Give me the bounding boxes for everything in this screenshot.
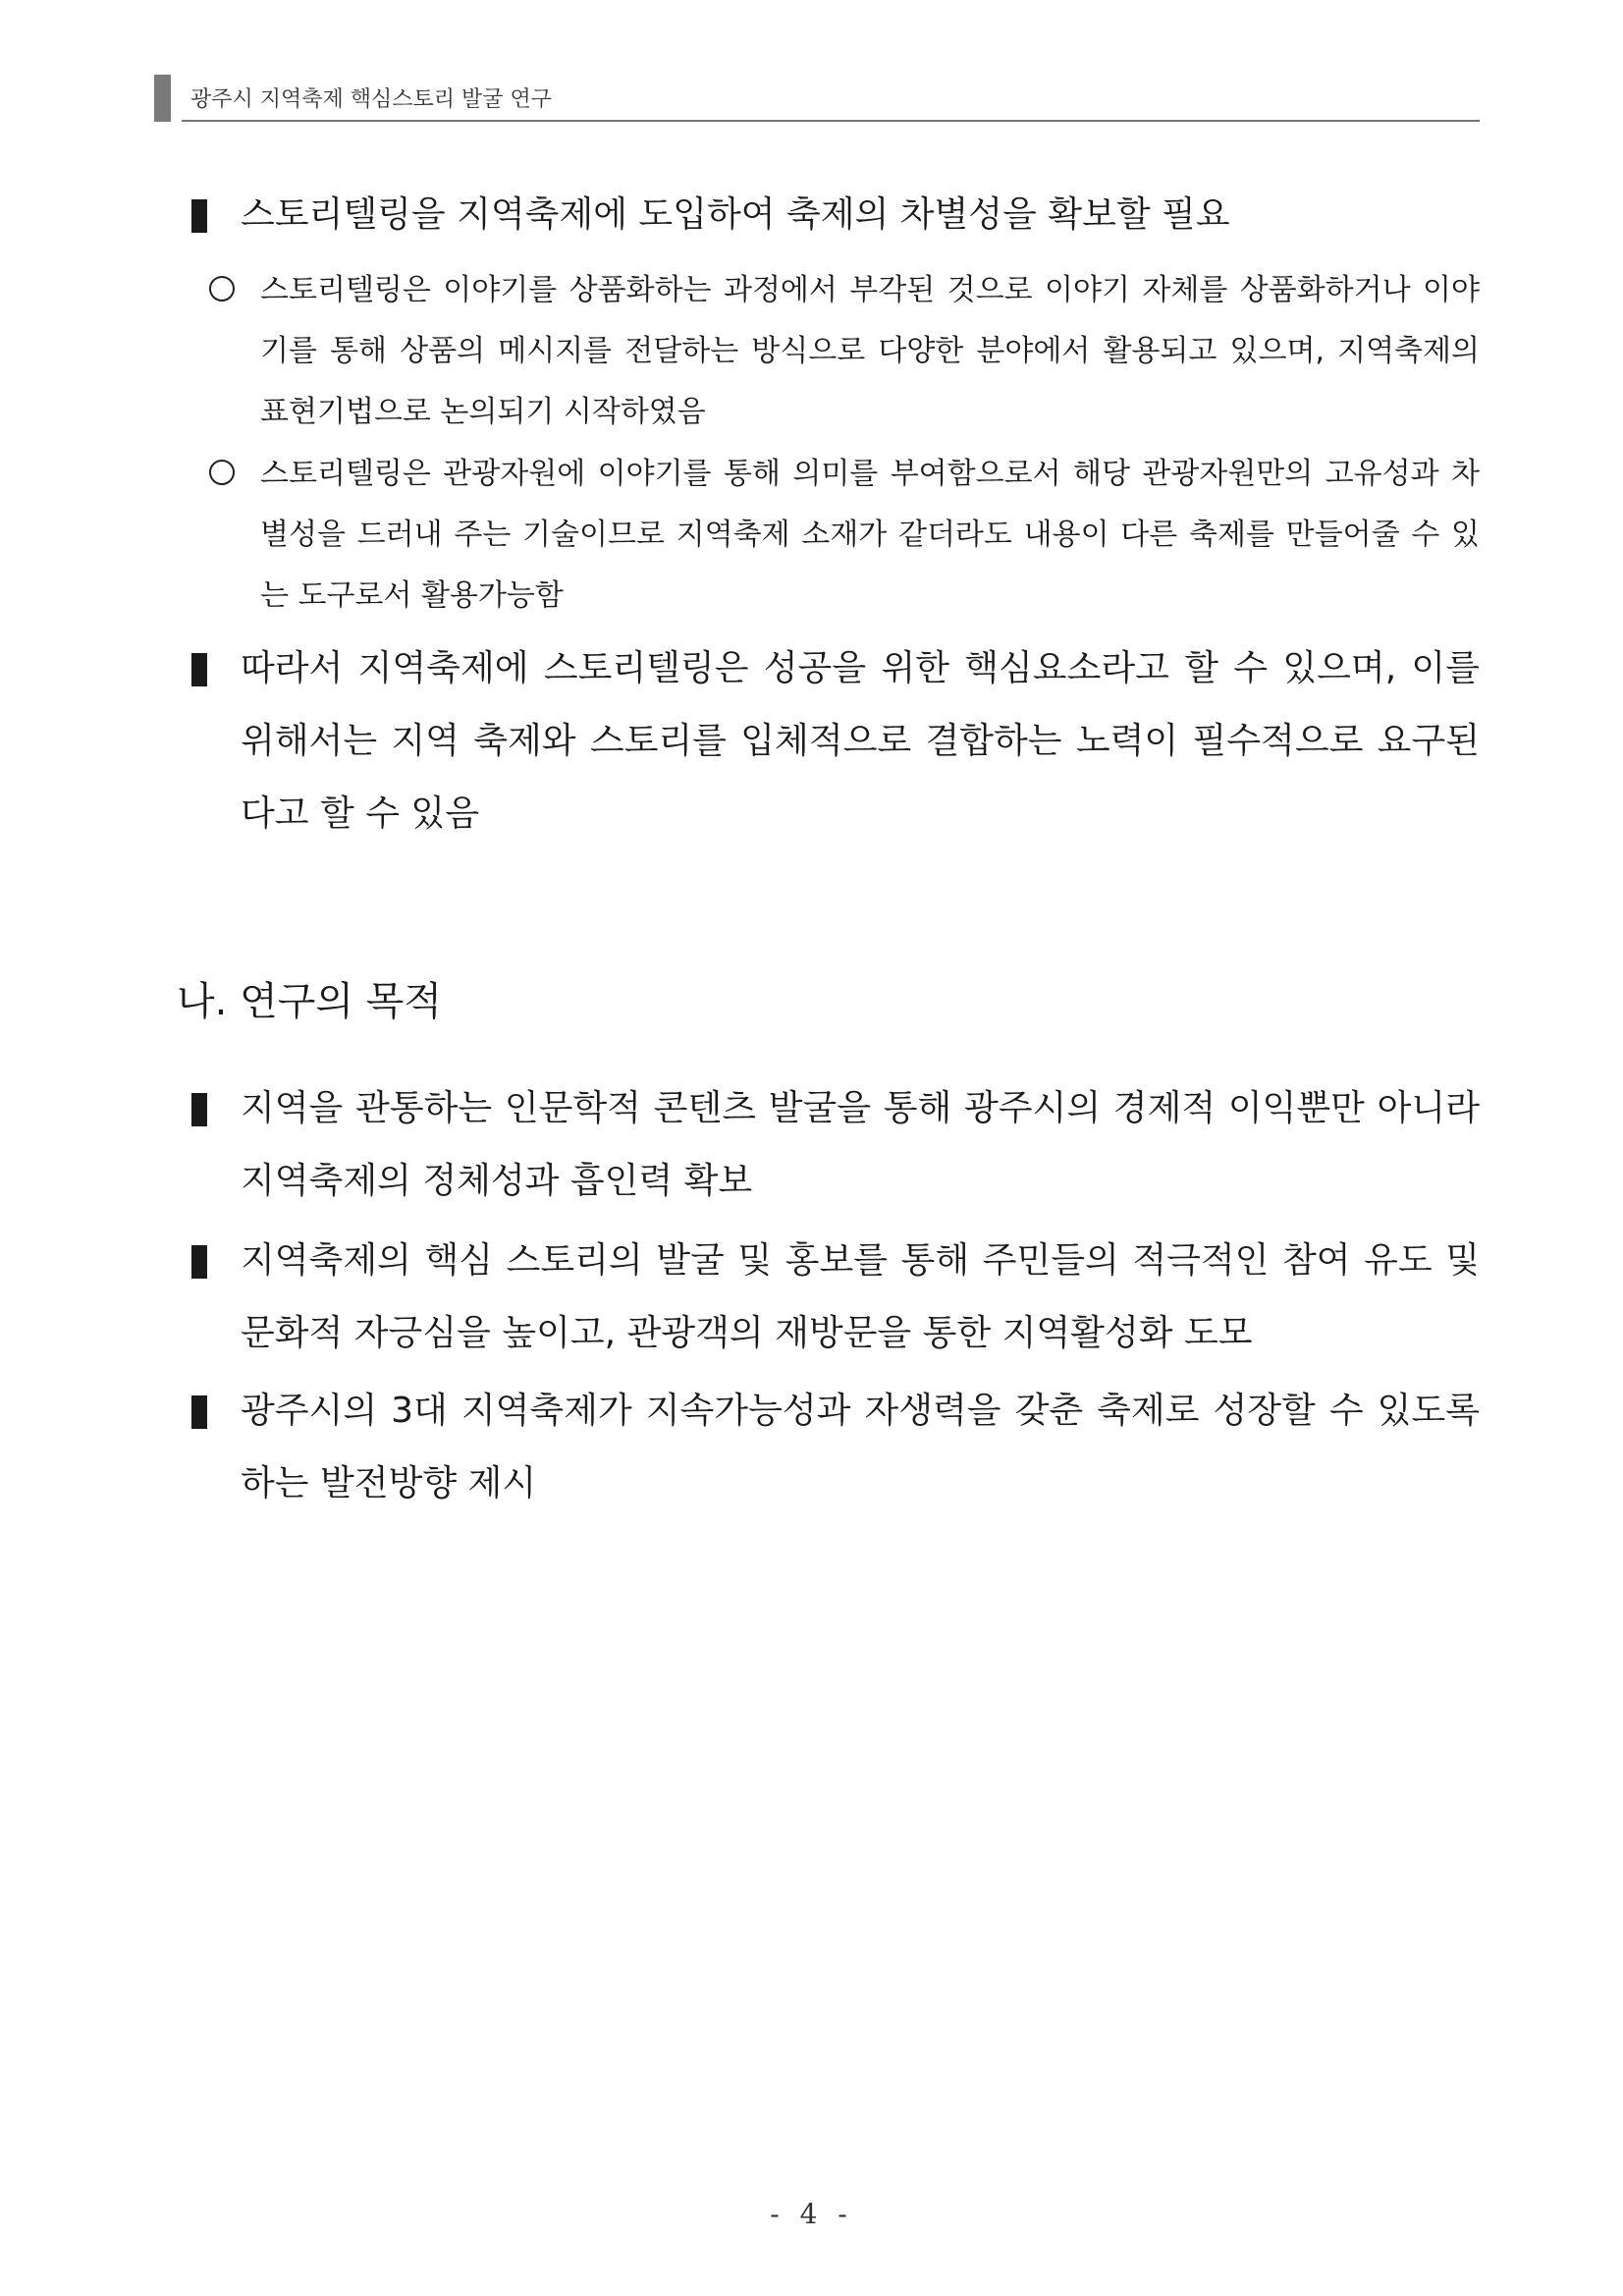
bullet-text: 광주시의 3대 지역축제가 지속가능성과 자생력을 갖춘 축제로 성장할 수 있도록 하는 발전방향 제시 <box>241 1391 1480 1503</box>
sub-point-item <box>191 444 1480 627</box>
bullet-item <box>191 1072 1480 1218</box>
sub-point-text: 스토리텔링은 관광자원에 이야기를 통해 의미를 부여함으로서 해당 관광자원만의 고유성과 차별성을 드러내 주는 기술이므로 지역축제 소재가 같더라도 내용이 다른 축제를 만들어줄 수 있는 도구로서 활용가능함 <box>260 457 1480 613</box>
square-bullet-icon <box>191 1395 207 1429</box>
section-heading: 나. 연구의 목적 <box>177 979 442 1024</box>
square-bullet-icon <box>191 1093 207 1126</box>
bullet-text: 스토리텔링을 지역축제에 도입하여 축제의 차별성을 확보할 필요 <box>241 194 1230 235</box>
bullet-item <box>191 1375 1480 1520</box>
circle-bullet-icon <box>209 276 235 301</box>
sub-point-text: 스토리텔링은 이야기를 상품화하는 과정에서 부각된 것으로 이야기 자체를 상품화하거나 이야기를 통해 상품의 메시지를 전달하는 방식으로 다양한 분야에서 활용되고 있으며, 지역축제의 표현기법으로 논의되기 시작하였음 <box>260 273 1480 429</box>
bullet-text: 지역을 관통하는 인문학적 콘텐츠 발굴을 통해 광주시의 경제적 이익뿐만 아니라 지역축제의 정체성과 흡인력 확보 <box>241 1088 1480 1201</box>
header-rule <box>182 120 1480 122</box>
square-bullet-icon <box>191 199 207 233</box>
bullet-text: 따라서 지역축제에 스토리텔링은 성공을 위한 핵심요소라고 할 수 있으며, 이를 위해서는 지역 축제와 스토리를 입체적으로 결합하는 노력이 필수적으로 요구된다고 할 수 있음 <box>241 648 1480 834</box>
bullet-item <box>191 179 1480 251</box>
sub-point-item <box>191 260 1480 443</box>
page-number: - 4 - <box>770 2198 853 2230</box>
running-header-title: 광주시 지역축제 핵심스토리 발굴 연구 <box>190 87 553 112</box>
bullet-text: 지역축제의 핵심 스토리의 발굴 및 홍보를 통해 주민들의 적극적인 참여 유도 및 문화적 자긍심을 높이고, 관광객의 재방문을 통한 지역활성화 도모 <box>241 1240 1480 1353</box>
header-marker <box>154 75 171 122</box>
square-bullet-icon <box>191 653 207 686</box>
bullet-item <box>191 1225 1480 1370</box>
square-bullet-icon <box>191 1245 207 1279</box>
circle-bullet-icon <box>209 460 235 485</box>
bullet-item <box>191 632 1480 850</box>
